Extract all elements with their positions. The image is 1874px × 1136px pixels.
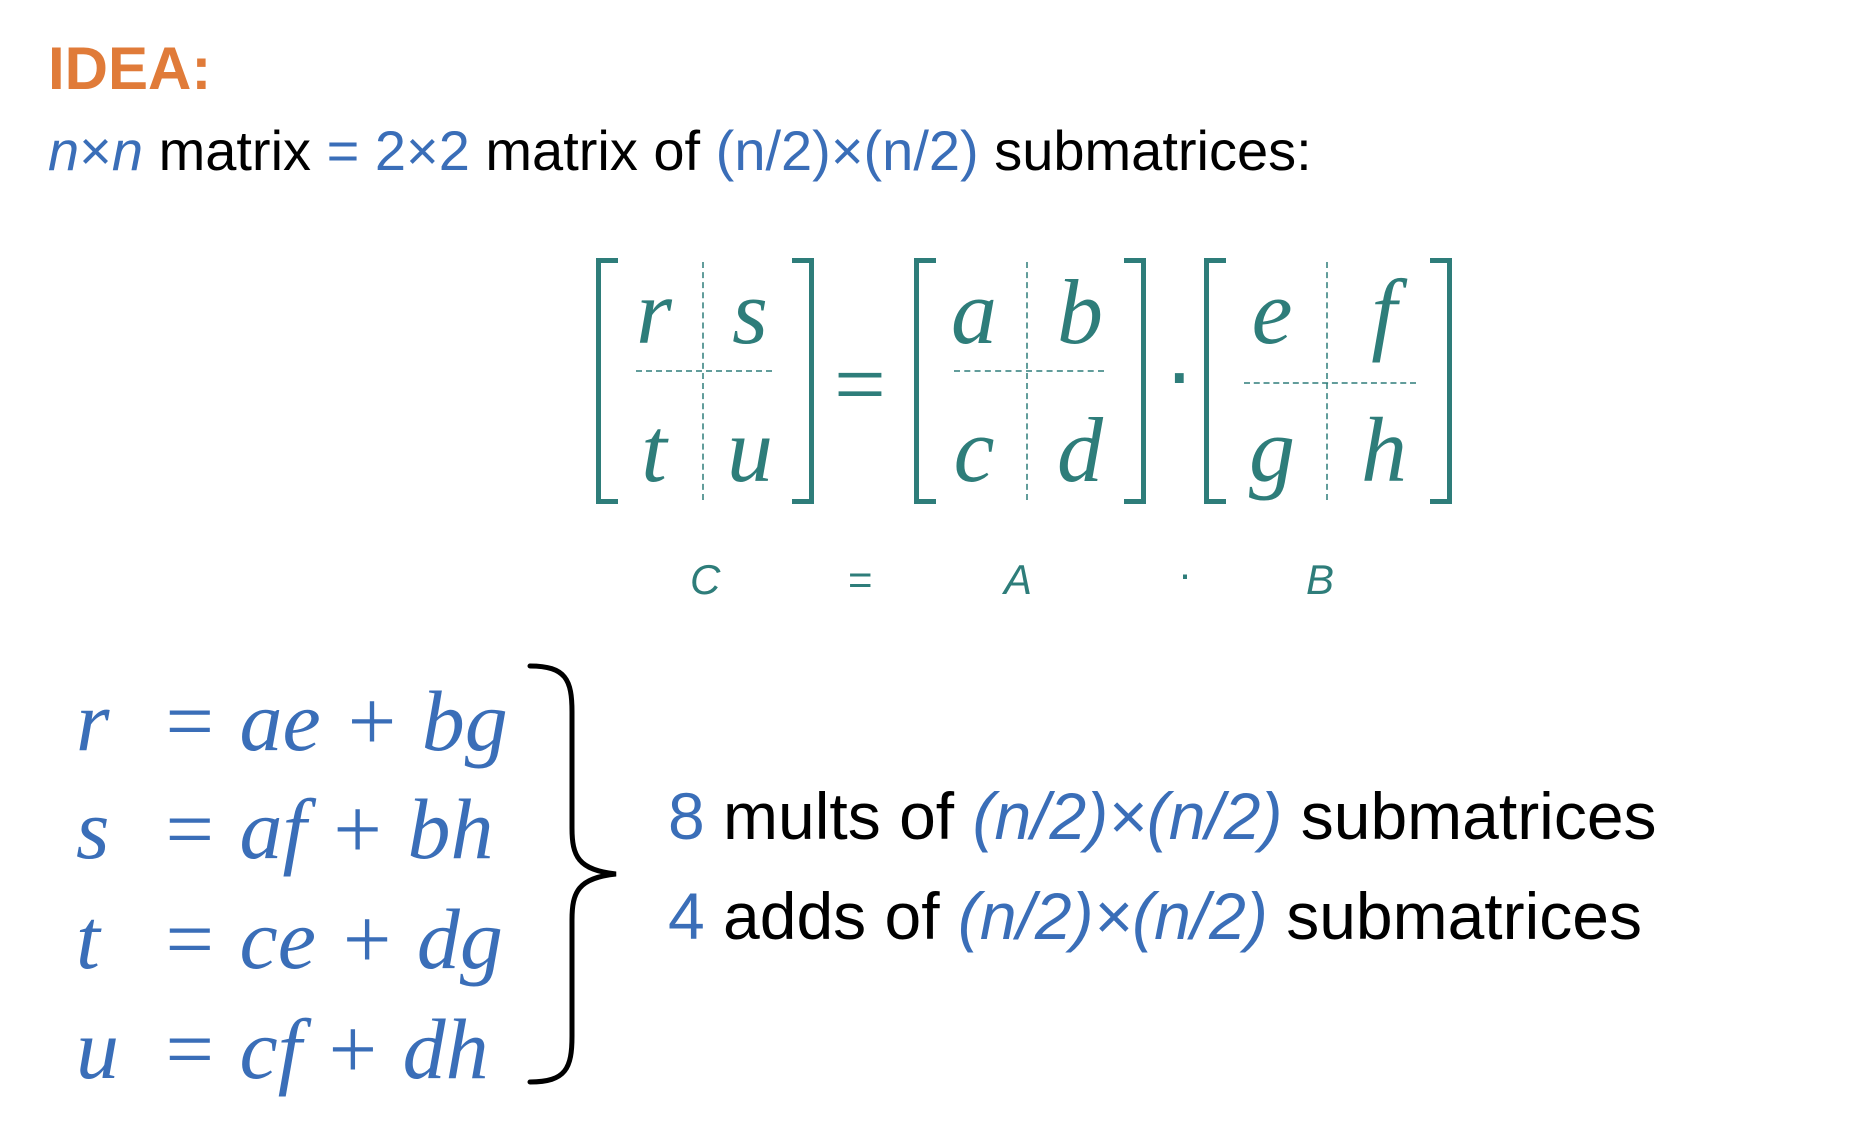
add-dims: (n/2)×(n/2)	[957, 879, 1268, 953]
matrix-a-vdivider	[1026, 262, 1028, 500]
eq-s-lhs: s	[76, 781, 110, 877]
matrix-b-hdivider	[1244, 382, 1416, 384]
times-sign: ×	[79, 119, 112, 182]
add-count: 4	[668, 879, 705, 953]
label-equals: =	[848, 556, 873, 603]
sub-dims: (n/2)×(n/2)	[715, 119, 979, 182]
matrix-c-u: u	[727, 399, 773, 501]
matrix-a-d: d	[1057, 399, 1103, 501]
eq-r-rhs: = ae + bg	[160, 673, 508, 769]
matrix-b-left-bracket	[1204, 258, 1226, 504]
mult-dims: (n/2)×(n/2)	[972, 779, 1283, 853]
matrix-equals: =	[834, 333, 886, 435]
matrix-c-vdivider	[702, 262, 704, 500]
mult-count: 8	[668, 779, 705, 853]
summary-mults	[668, 778, 1657, 854]
eq-t-lhs: t	[76, 891, 100, 987]
label-a: A	[1004, 556, 1033, 603]
add-text: adds of	[704, 879, 958, 953]
eq-s-rhs: = af + bh	[160, 781, 494, 877]
matrix-a-a: a	[951, 261, 997, 363]
label-dot: ·	[1178, 550, 1192, 597]
matrix-c-s: s	[732, 261, 768, 363]
matrix-of-words: matrix of	[469, 119, 716, 182]
matrix-a-hdivider	[954, 370, 1104, 372]
matrix-b-g: g	[1249, 399, 1295, 501]
matrix-a-left-bracket	[914, 258, 936, 504]
matrix-b-h: h	[1361, 399, 1407, 501]
two-by-two: 2×2	[359, 119, 470, 182]
n-var: n	[48, 119, 80, 182]
matrix-b-e: e	[1251, 261, 1293, 363]
eq-r-lhs: r	[76, 673, 110, 769]
mult-tail: submatrices	[1282, 779, 1657, 853]
equals-sign: =	[326, 119, 360, 182]
n-var-2: n	[111, 119, 144, 182]
eq-t-rhs: = ce + dg	[160, 891, 503, 987]
eq-u-lhs: u	[76, 1001, 119, 1097]
submatrices-word: submatrices:	[978, 119, 1312, 182]
matrix-c-t: t	[641, 399, 667, 501]
matrix-c-right-bracket	[792, 258, 814, 504]
matrix-word: matrix	[143, 119, 327, 182]
matrix-b-f: f	[1371, 261, 1397, 363]
eq-u-rhs: = cf + dh	[160, 1001, 489, 1097]
matrix-b-right-bracket	[1430, 258, 1452, 504]
label-b: B	[1306, 556, 1335, 603]
matrix-c-hdivider	[636, 370, 772, 372]
matrix-c-r: r	[636, 261, 672, 363]
add-tail: submatrices	[1267, 879, 1642, 953]
matrix-a-right-bracket	[1124, 258, 1146, 504]
curly-brace	[526, 660, 626, 1090]
matrix-a-c: c	[953, 399, 995, 501]
label-c: C	[690, 556, 721, 603]
matrix-dot: ·	[1164, 321, 1195, 423]
submatrix-statement	[48, 118, 1312, 183]
summary-adds	[668, 878, 1642, 954]
mult-text: mults of	[704, 779, 973, 853]
matrix-b-vdivider	[1326, 262, 1328, 500]
matrix-a-b: b	[1057, 261, 1103, 363]
idea-heading: IDEA:	[48, 35, 212, 102]
